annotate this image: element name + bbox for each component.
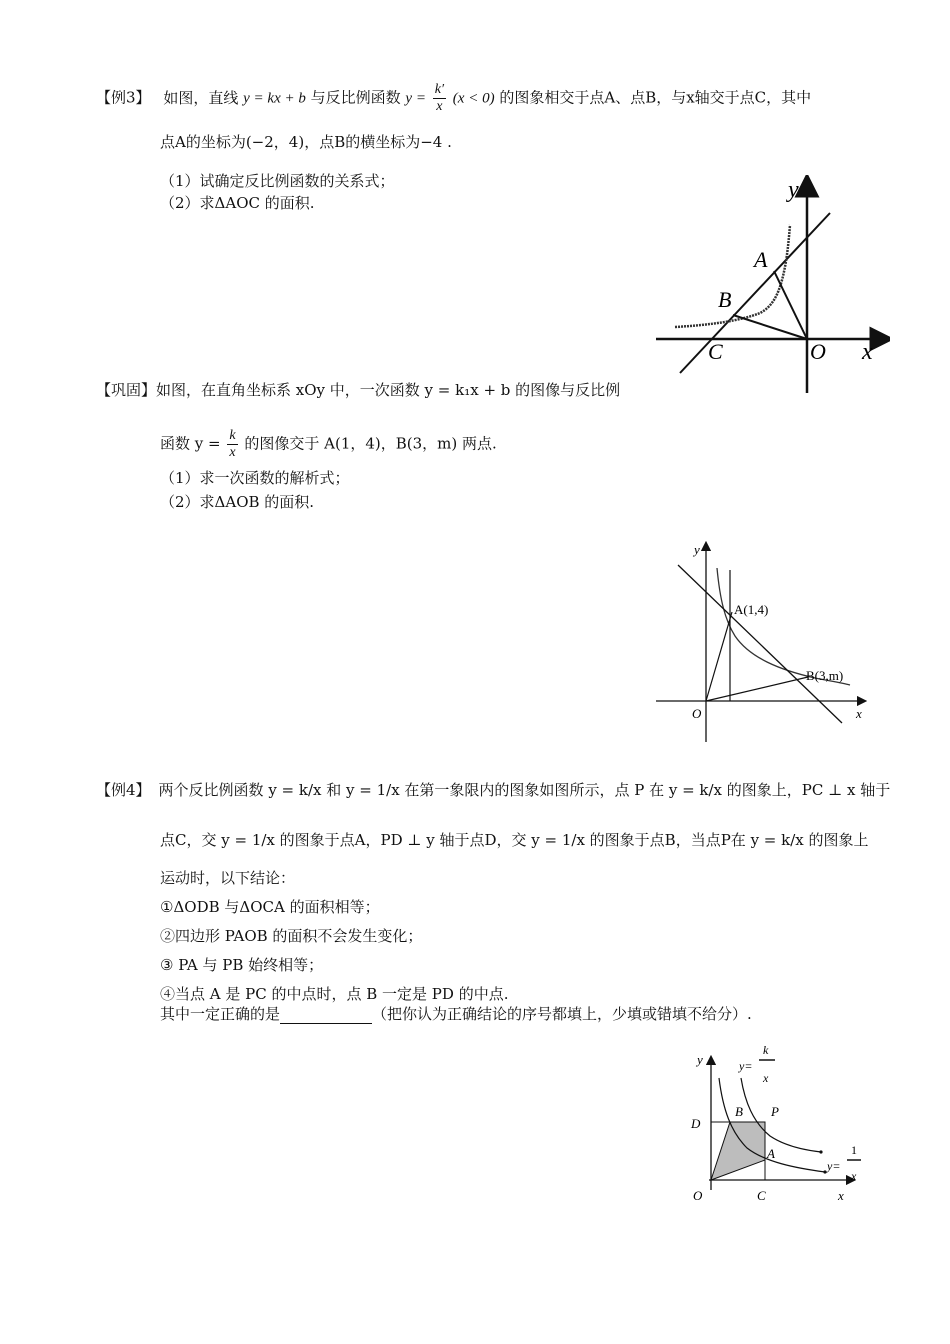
consol-text-2b: 的图像交于 A(1，4)，B(3，m) 两点. [244, 434, 497, 453]
ex3-label-B: B [718, 287, 732, 312]
ex3-line2: 点A的坐标为(−2，4)，点B的横坐标为−4 . [160, 133, 452, 151]
ex3-label-O: O [810, 339, 826, 364]
ex3-label-A: A [754, 247, 768, 272]
ex4-label-D: D [691, 1116, 701, 1131]
consol-line1 [96, 380, 620, 400]
ex4-label-A: A [767, 1146, 775, 1161]
ex4-label-B: B [735, 1104, 743, 1119]
ex3-figure [650, 175, 890, 400]
ex4-last-b: （把你认为正确结论的序号都填上，少填或错填不给分）. [372, 1005, 752, 1023]
ex3-question-2: （2）求ΔAOC 的面积. [160, 194, 315, 212]
ex4-shaded-PAOB [711, 1122, 765, 1180]
ex4-conclusion-2: ②四边形 PAOB 的面积不会发生变化； [160, 927, 423, 945]
ex4-label-y: y [697, 1052, 703, 1067]
ex3-question-1: （1）试确定反比例函数的关系式； [160, 172, 395, 190]
ex4-conclusion-3: ③ PA 与 PB 始终相等； [160, 956, 324, 974]
ex4-label-O: O [693, 1188, 703, 1203]
consol-line2 [160, 428, 497, 461]
consol-label-B: B(3,m) [806, 668, 844, 683]
ex4-line3: 运动时，以下结论： [160, 869, 296, 887]
ex4-last-line [160, 1004, 752, 1024]
ex4-figure [685, 1040, 870, 1210]
ex3-label-y: y [788, 177, 799, 203]
ex3-condition: (x < 0) [452, 90, 495, 107]
ex4-label-y1x: y= [827, 1159, 841, 1173]
ex4-curve-k-end [819, 1150, 822, 1153]
ex4-label-C: C [757, 1188, 766, 1203]
consol-fraction: $\frac{k}{x}$ [229, 428, 236, 460]
consol-straight-line [678, 565, 842, 723]
answer-blank[interactable] [280, 1007, 372, 1024]
ex4-label-k: k [763, 1043, 769, 1057]
ex3-fraction: $\frac{k'}{x}$ [434, 82, 445, 114]
consol-label-A: A(1,4) [734, 602, 769, 617]
ex4-label-one: 1 [851, 1143, 857, 1157]
ex4-label-1x-den: x [851, 1169, 857, 1183]
ex4-line1 [96, 780, 890, 800]
consol-label-y: y [694, 542, 700, 557]
consol-label-O: O [692, 706, 702, 721]
ex3-line1 [96, 82, 811, 115]
ex3-hyperbola [675, 225, 790, 327]
consol-figure [650, 540, 870, 745]
ex3-eq-line: y = kx + b [243, 90, 306, 107]
consol-label-x: x [856, 706, 862, 721]
ex3-eq-lhs: y = [405, 90, 426, 107]
ex4-last-a: 其中一定正确的是 [160, 1005, 281, 1023]
consol-question-1: （1）求一次函数的解析式； [160, 469, 350, 487]
ex3-text-c: 的图象相交于点A、点B，与x轴交于点C，其中 [499, 88, 812, 107]
ex4-tag: 【例4】 [96, 781, 151, 799]
consol-question-2: （2）求ΔAOB 的面积. [160, 493, 315, 511]
ex3-text-a: 如图，直线 [163, 88, 239, 107]
ex3-text-b: 与反比例函数 [310, 88, 401, 107]
ex4-conclusion-1: ①ΔODB 与ΔOCA 的面积相等； [160, 898, 380, 916]
consol-text-1: 如图，在直角坐标系 xOy 中，一次函数 y = k₁x + b 的图像与反比例 [156, 381, 621, 399]
ex4-conclusion-4: ④当点 A 是 PC 的中点时，点 B 一定是 PD 的中点. [160, 985, 509, 1003]
ex4-label-ykx: y= [739, 1059, 753, 1073]
ex3-label-x: x [862, 339, 873, 365]
ex3-segment-OA [774, 271, 807, 339]
ex4-label-x: x [838, 1188, 844, 1203]
ex4-line2: 点C，交 y = 1/x 的图象于点A，PD ⊥ y 轴于点D，交 y = 1/x 的图象于点B，当点P在 y = k/x 的图象上 [160, 831, 869, 849]
ex3-segment-OB [733, 315, 807, 339]
ex3-tag: 【例3】 [96, 88, 151, 107]
ex3-label-C: C [708, 339, 723, 364]
consol-tag: 【巩固】 [96, 381, 157, 399]
ex4-label-kx-den: x [763, 1071, 769, 1085]
consol-text-2a: 函数 y = [160, 434, 221, 453]
consol-segment-OA [706, 612, 732, 701]
consol-segment-OB [706, 677, 808, 701]
ex4-label-P: P [771, 1104, 779, 1119]
ex4-text-1: 两个反比例函数 y = k/x 和 y = 1/x 在第一象限内的图象如图所示，点 P 在 y = k/x 的图象上，PC ⊥ x 轴于 [158, 781, 891, 799]
